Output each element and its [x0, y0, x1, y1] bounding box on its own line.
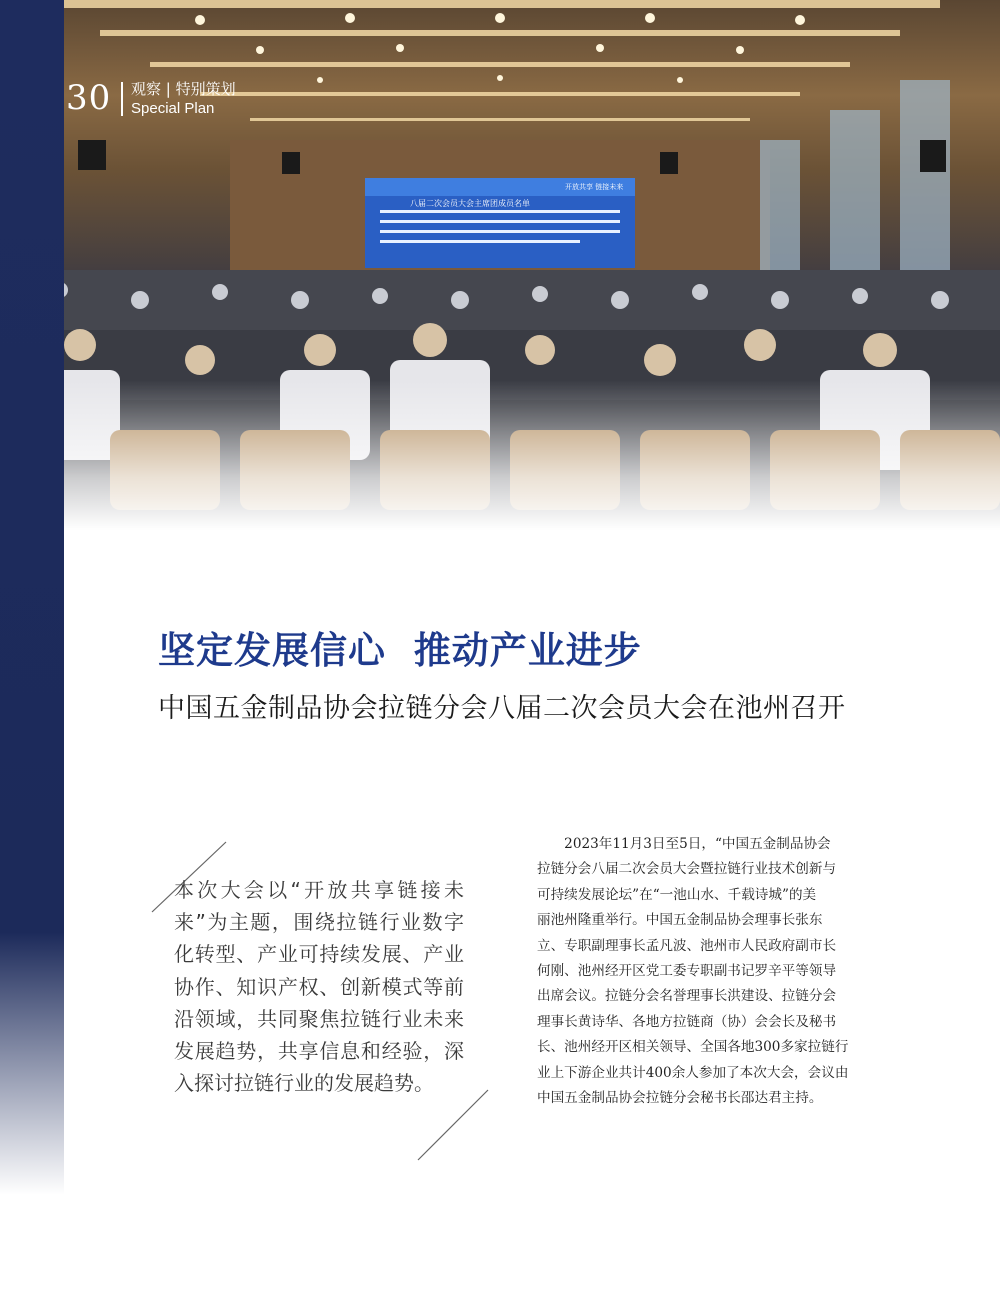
body-line: 出席会议。拉链分会名誉理事长洪建设、拉链分会 [537, 988, 837, 1005]
body-line: 立、专职副理事长孟凡波、池州市人民政府副市长 [537, 937, 837, 954]
ceiling-lights [195, 13, 805, 83]
body-line: 拉链分会八届二次会员大会暨拉链行业技术创新与 [537, 861, 837, 878]
body-line: 何刚、池州经开区党工委专职副书记罗辛平等领导 [537, 963, 837, 980]
body-line: 长、池州经开区相关领导、全国各地300多家拉链行 [537, 1039, 849, 1056]
section-label-en: Special Plan [131, 100, 215, 117]
body-line: 丽池州隆重举行。中国五金制品协会理事长张东 [537, 912, 823, 929]
hero-fade [0, 380, 1000, 530]
body-line: 可持续发展论坛”在“一池山水、千载诗城”的美 [537, 886, 817, 903]
stage-screen-title: 八届二次会员大会主席团成员名单 [410, 199, 530, 208]
section-label-cn: 观察 | 特别策划 [131, 80, 236, 98]
body-line: 中国五金制品协会拉链分会秘书长邵达君主持。 [537, 1090, 823, 1107]
article-body [537, 832, 891, 1111]
body-line: 业上下游企业共计400余人参加了本次大会，会议由 [537, 1064, 849, 1081]
header-divider [121, 82, 123, 116]
body-line: 2023年11月3日至5日，“中国五金制品协会 [537, 836, 831, 852]
side-band [0, 0, 64, 1195]
article-title: 坚定发展信心 推动产业进步 [158, 629, 642, 672]
page-number: 30 [66, 78, 112, 118]
stage-screen-slogan: 开放共享 链接未来 [565, 183, 624, 191]
pull-quote: 本次大会以“开放共享链接未来”为主题，围绕拉链行业数字化转型、产业可持续发展、产业协作、知识产权、创新模式等前沿领域，共同聚焦拉链行业未来发展趋势，共享信息和经验，深入探讨拉链行业的发展趋势。 [174, 878, 464, 1096]
article-subtitle: 中国五金制品协会拉链分会八届二次会员大会在池州召开 [158, 693, 846, 724]
body-line: 理事长黄诗华、各地方拉链商（协）会会长及秘书 [537, 1013, 837, 1030]
